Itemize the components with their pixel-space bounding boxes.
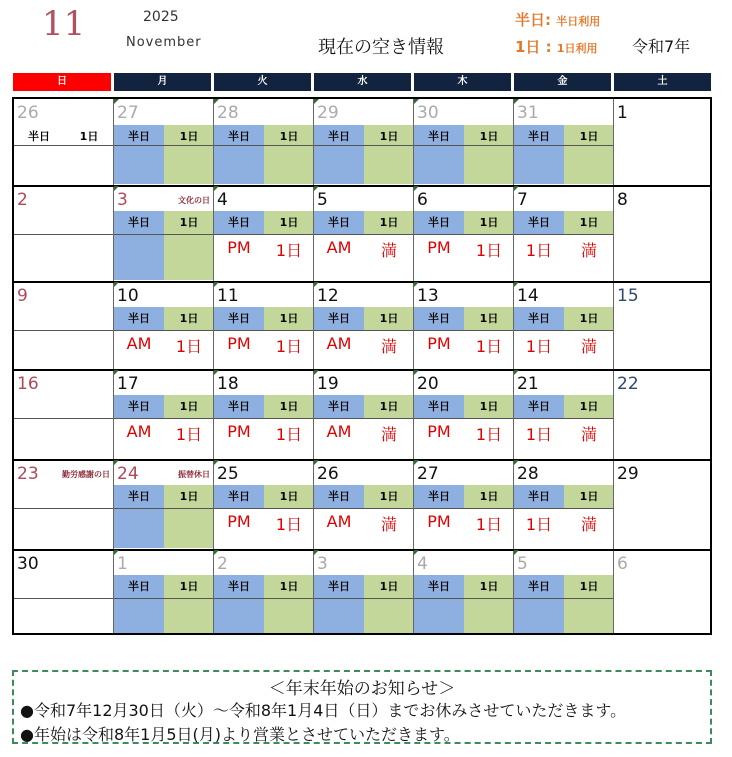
day-number: 6 (617, 554, 628, 574)
half-day-label: 半日 (128, 216, 150, 229)
full-day-label: 1日 (579, 216, 599, 229)
full-day-label: 1日 (279, 490, 299, 503)
holiday-label: 振替休日 (178, 470, 210, 479)
status-am-pm: PM (227, 238, 251, 257)
day-number: 28 (517, 464, 539, 484)
status-full: 満 (580, 241, 597, 260)
half-day-label: 半日 (228, 400, 250, 413)
half-day-label: 半日 (128, 130, 150, 143)
status-am-pm: 1日 (525, 337, 553, 356)
slot-divider (414, 418, 513, 419)
half-day-label: 半日 (328, 400, 350, 413)
half-day-label: 半日 (428, 216, 450, 229)
full-day-label: 1日 (379, 400, 399, 413)
status-full: 満 (580, 425, 597, 444)
half-day-label: 半日 (528, 490, 550, 503)
full-day-label: 1日 (379, 580, 399, 593)
full-day-label: 1日 (579, 490, 599, 503)
slot-divider (314, 234, 413, 235)
status-am-pm: PM (227, 334, 251, 353)
full-day-label: 1日 (479, 216, 499, 229)
slot-divider (114, 508, 213, 509)
full-day-label: 1日 (179, 580, 199, 593)
status-am-pm: AM (326, 512, 352, 531)
slot-divider (314, 330, 413, 331)
slot-divider (414, 145, 513, 146)
full-day-label: 1日 (279, 216, 299, 229)
holiday-label: 勤労感謝の日 (62, 470, 110, 479)
day-number: 30 (417, 103, 439, 123)
day-number: 4 (217, 190, 228, 210)
notice-title: ＜年末年始のお知らせ＞ (268, 679, 456, 699)
day-number: 27 (117, 103, 139, 123)
status-full: 1日 (275, 515, 303, 534)
notice-line: ●年始は令和8年1月5日(月)より営業とさせていただきます。 (20, 725, 460, 744)
half-day-label: 半日 (528, 312, 550, 325)
half-day-label: 半日 (228, 130, 250, 143)
day-number: 12 (317, 286, 339, 306)
half-day-label: 半日 (228, 312, 250, 325)
slot-divider (14, 508, 113, 509)
status-full: 1日 (475, 337, 503, 356)
slot-divider (14, 598, 113, 599)
status-full: 1日 (275, 241, 303, 260)
day-number: 19 (317, 374, 339, 394)
status-full: 1日 (475, 241, 503, 260)
half-day-label: 半日 (328, 490, 350, 503)
status-am-pm: PM (427, 422, 451, 441)
status-am-pm: AM (326, 334, 352, 353)
half-day-label: 半日 (528, 400, 550, 413)
full-day-label: 1日 (279, 400, 299, 413)
weekday-0: 日 (13, 73, 111, 91)
day-number: 29 (617, 464, 639, 484)
day-number: 28 (217, 103, 239, 123)
notice-line: ●令和7年12月30日（火）～令和8年1月4日（日）までお休みさせていただきます。 (20, 701, 627, 720)
day-number: 30 (17, 554, 39, 574)
status-full: 満 (380, 337, 397, 356)
slot-divider (514, 145, 613, 146)
status-am-pm: AM (326, 238, 352, 257)
day-number: 10 (117, 286, 139, 306)
half-day-label: 半日 (428, 490, 450, 503)
weekday-header (12, 73, 713, 91)
month-number: 11 (42, 4, 86, 44)
full-day-label: 1日 (579, 580, 599, 593)
status-am-pm: AM (126, 422, 152, 441)
day-number: 23 (17, 464, 39, 484)
slot-divider (314, 145, 413, 146)
status-am-pm: PM (427, 512, 451, 531)
weekday-4: 木 (414, 73, 511, 91)
half-day-label: 半日 (228, 580, 250, 593)
half-day-label: 半日 (528, 580, 550, 593)
day-number: 14 (517, 286, 539, 306)
weekday-3: 水 (314, 73, 411, 91)
full-day-label: 1日 (379, 490, 399, 503)
notice-box (12, 670, 712, 744)
full-day-label: 1日 (179, 130, 199, 143)
day-number: 4 (417, 554, 428, 574)
half-day-label: 半日 (428, 580, 450, 593)
day-number: 26 (17, 103, 39, 123)
slot-divider (514, 418, 613, 419)
era-label: 令和7年 (632, 37, 691, 56)
day-number: 24 (117, 464, 139, 484)
slot-divider (314, 418, 413, 419)
day-number: 2 (17, 190, 28, 210)
full-day-label: 1日 (279, 130, 299, 143)
full-day-label: 1日 (179, 216, 199, 229)
day-number: 21 (517, 374, 539, 394)
slot-divider (314, 598, 413, 599)
slot-divider (414, 508, 513, 509)
full-day-label: 1日 (479, 580, 499, 593)
year-label: 2025 (143, 9, 179, 25)
day-number: 15 (617, 286, 639, 306)
half-day-label: 半日 (328, 580, 350, 593)
page-title: 現在の空き情報 (318, 37, 444, 58)
status-full: 満 (380, 515, 397, 534)
status-am-pm: 1日 (525, 515, 553, 534)
slot-divider (414, 330, 513, 331)
half-day-label: 半日 (128, 312, 150, 325)
weekday-6: 土 (614, 73, 711, 91)
status-full: 1日 (175, 425, 203, 444)
slot-divider (314, 508, 413, 509)
day-number: 3 (117, 190, 128, 210)
status-am-pm: 1日 (525, 425, 553, 444)
day-number: 7 (517, 190, 528, 210)
half-day-label: 半日 (128, 490, 150, 503)
slot-divider (14, 418, 113, 419)
half-day-label: 半日 (128, 580, 150, 593)
status-am-pm: PM (227, 422, 251, 441)
calendar-grid (12, 97, 712, 635)
slot-divider (514, 508, 613, 509)
status-am-pm: 1日 (525, 241, 553, 260)
slot-divider (214, 418, 313, 419)
full-day-label: 1日 (179, 312, 199, 325)
slot-divider (514, 330, 613, 331)
half-day-label: 半日 (428, 130, 450, 143)
status-full: 1日 (475, 515, 503, 534)
full-day-label: 1日 (379, 312, 399, 325)
column-divider (613, 99, 614, 633)
slot-divider (214, 598, 313, 599)
day-number: 31 (517, 103, 539, 123)
holiday-label: 文化の日 (178, 196, 210, 205)
slot-divider (114, 418, 213, 419)
half-day-label: 半日 (328, 130, 350, 143)
half-day-label: 半日 (228, 216, 250, 229)
full-day-label: 1日 (579, 312, 599, 325)
status-am-pm: PM (227, 512, 251, 531)
full-day-label: 1日 (379, 130, 399, 143)
slot-divider (14, 145, 113, 146)
full-day-label: 1日 (479, 490, 499, 503)
full-day-label: 1日 (479, 130, 499, 143)
half-day-label: 半日 (128, 400, 150, 413)
status-am-pm: PM (427, 238, 451, 257)
slot-divider (214, 330, 313, 331)
day-number: 16 (17, 374, 39, 394)
slot-divider (14, 234, 113, 235)
slot-divider (114, 330, 213, 331)
day-number: 3 (317, 554, 328, 574)
day-number: 13 (417, 286, 439, 306)
weekday-5: 金 (514, 73, 611, 91)
status-full: 1日 (275, 425, 303, 444)
day-number: 26 (317, 464, 339, 484)
day-number: 5 (317, 190, 328, 210)
day-number: 22 (617, 374, 639, 394)
full-day-label: 1日 (379, 216, 399, 229)
slot-divider (214, 145, 313, 146)
slot-divider (214, 508, 313, 509)
slot-divider (114, 145, 213, 146)
day-number: 29 (317, 103, 339, 123)
status-full: 満 (380, 241, 397, 260)
status-am-pm: PM (427, 334, 451, 353)
day-number: 1 (617, 103, 628, 123)
status-full: 満 (380, 425, 397, 444)
day-number: 9 (17, 286, 28, 306)
slot-divider (114, 598, 213, 599)
weekday-1: 月 (114, 73, 211, 91)
status-full: 1日 (275, 337, 303, 356)
day-number: 1 (117, 554, 128, 574)
day-number: 2 (217, 554, 228, 574)
full-day-label: 1日 (79, 130, 99, 143)
half-day-label: 半日 (328, 216, 350, 229)
full-day-label: 1日 (579, 400, 599, 413)
full-day-label: 1日 (179, 400, 199, 413)
slot-divider (414, 234, 513, 235)
full-day-label: 1日 (179, 490, 199, 503)
legend-half: 半日: 半日利用 (515, 11, 601, 29)
day-number: 17 (117, 374, 139, 394)
legend-full: 1日 : 1日利用 (515, 38, 598, 56)
weekday-2: 火 (214, 73, 311, 91)
slot-divider (514, 234, 613, 235)
day-number: 18 (217, 374, 239, 394)
slot-divider (14, 330, 113, 331)
month-name: November (126, 35, 202, 50)
day-number: 20 (417, 374, 439, 394)
day-number: 8 (617, 190, 628, 210)
status-full: 1日 (475, 425, 503, 444)
status-full: 満 (580, 337, 597, 356)
full-day-label: 1日 (479, 400, 499, 413)
status-full: 1日 (175, 337, 203, 356)
full-day-label: 1日 (579, 130, 599, 143)
slot-divider (514, 598, 613, 599)
half-day-label: 半日 (28, 130, 50, 143)
status-am-pm: AM (326, 422, 352, 441)
day-number: 25 (217, 464, 239, 484)
half-day-label: 半日 (428, 312, 450, 325)
slot-divider (214, 234, 313, 235)
day-number: 5 (517, 554, 528, 574)
slot-divider (114, 234, 213, 235)
half-day-label: 半日 (328, 312, 350, 325)
day-number: 27 (417, 464, 439, 484)
half-day-label: 半日 (228, 490, 250, 503)
full-day-label: 1日 (279, 580, 299, 593)
slot-divider (414, 598, 513, 599)
day-number: 6 (417, 190, 428, 210)
half-day-label: 半日 (528, 130, 550, 143)
full-day-label: 1日 (279, 312, 299, 325)
day-number: 11 (217, 286, 239, 306)
half-day-label: 半日 (428, 400, 450, 413)
full-day-label: 1日 (479, 312, 499, 325)
half-day-label: 半日 (528, 216, 550, 229)
status-am-pm: AM (126, 334, 152, 353)
status-full: 満 (580, 515, 597, 534)
